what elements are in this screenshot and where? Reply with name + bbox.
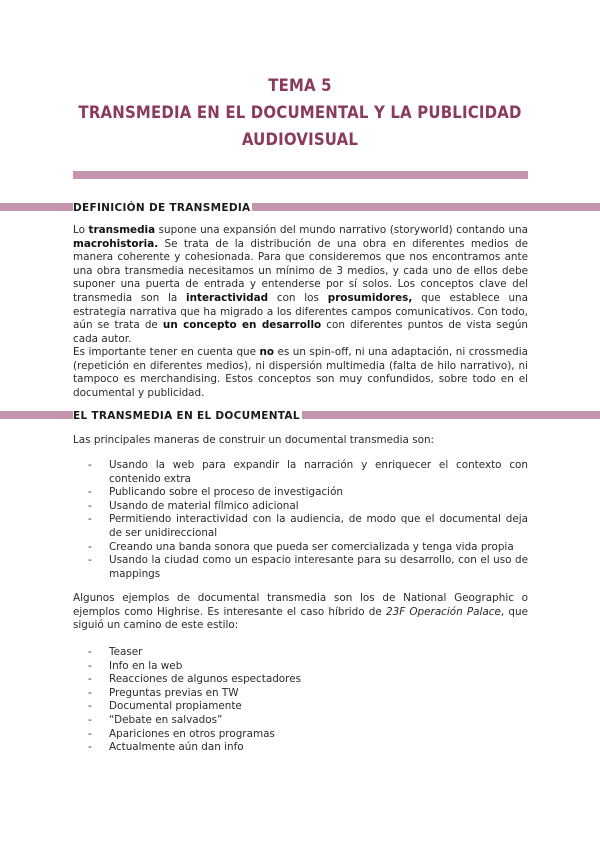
italic-title: 23F Operación Palace [385,605,501,618]
list-item: - Permitiendo interactividad con la audiencia, de modo que el documental deja de ser unidireccional [88,513,528,540]
text-run: es un spin-off, ni una adaptación, ni crossmedia (repetición en diferentes medios), ni dispersión multimedia (falta de hilo narrativo), ni tampoco es merchandising. Estos conceptos son muy confundidos, sobre todo en el documental y publicidad. [73,346,528,399]
section-heading-definicion: DEFINICIÓN DE TRANSMEDIA [73,202,251,214]
list-item: - Preguntas previas en TW [88,687,528,701]
bold-term: macrohistoria. [73,237,159,250]
bold-term: transmedia [88,224,156,236]
paragraph-no-es [73,346,528,400]
list-item: - Info en la web [88,660,528,674]
paragraph-ejemplos [73,592,528,633]
list-item: - Usando de material fílmico adicional [88,500,528,514]
bold-term: no [259,346,275,358]
text-run: con diferentes puntos de vista según cada autor. [73,319,528,345]
document-title [36,73,564,154]
text-run: que establece una estrategia narrativa que ha migrado a los diferentes campos comunicativos. Con todo, aún se trata de [73,291,528,332]
text-run: con los [268,291,328,304]
text-run: Lo [73,224,89,236]
list-item: - Documental propiamente [88,700,528,714]
paragraph-definicion [73,224,528,346]
list-item: - Usando la ciudad como un espacio interesante para su desarrollo, con el uso de mappings [88,554,528,581]
text-run: Algunos ejemplos de documental transmedia son los de National Geographic o ejemplos como Highrise. Es interesante el caso híbrido de [73,592,528,618]
list-item: - Actualmente aún dan info [88,741,528,755]
title-line-1: TEMA 5 [268,76,332,96]
list-item: - Creando una banda sonora que pueda ser comercializada y tenga vida propia [88,541,528,555]
title-line-2: TRANSMEDIA EN EL DOCUMENTAL Y LA PUBLICIDAD [78,103,522,123]
paragraph-intro-maneras: Las principales maneras de construir un documental transmedia son: [73,434,435,446]
bold-term: prosumidores, [327,291,413,304]
title-line-3: AUDIOVISUAL [241,130,359,150]
text-run: supone una expansión del mundo narrativo (storyworld) contando una [155,224,528,236]
text-run: , que siguió un camino de este estilo: [73,605,528,632]
section-heading-documental: EL TRANSMEDIA EN EL DOCUMENTAL [73,410,300,422]
list-item: - Usando la web para expandir la narración y enriquecer el contexto con contenido extra [88,459,528,486]
list-item: - Teaser [88,646,528,660]
title-divider [73,171,528,179]
bold-term: un concepto en desarrollo [162,319,322,332]
text-run: Se trata de la distribución de una obra en diferentes medios de manera coherente y cohesionada. Para que consideremos que nos encontramos ante una obra transmedia necesitamos un mínimo de 3 medios, y cada uno de ellos debe suponer una puerta de entrada y entenderse por sí solos. Los conceptos clave del transmedia son la [73,237,528,304]
text-run: Es importante tener en cuenta que [73,346,260,358]
list-item: - Reacciones de algunos espectadores [88,673,528,687]
bold-term: interactividad [186,291,269,304]
list-item: - Publicando sobre el proceso de investigación [88,486,528,500]
list-maneras [88,459,528,581]
list-operacion-palace [88,646,528,755]
list-item: - Apariciones en otros programas [88,728,528,742]
list-item: - “Debate en salvados” [88,714,528,728]
